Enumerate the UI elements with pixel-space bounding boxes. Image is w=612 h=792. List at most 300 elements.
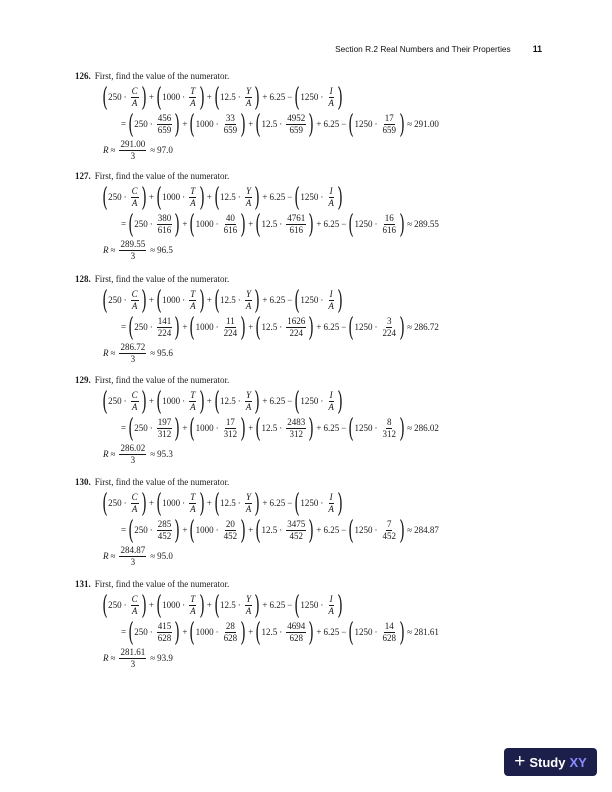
var-t: T [190,86,196,96]
const-1250: 1250 [300,600,319,610]
const-12-5: 12.5 [219,600,236,610]
right-paren: ) [140,82,147,113]
dot-operator: · [279,219,283,229]
minus-operator: − [287,498,293,508]
fraction [223,418,239,439]
var-t: T [190,390,196,400]
problem-intro: First, find the value of the numerator. [94,274,230,284]
left-paren: ( [214,182,220,213]
right-paren: ) [254,488,261,519]
right-paren: ) [308,312,315,343]
right-paren: ) [399,312,405,343]
problem-intro: First, find the value of the numerator. [94,477,230,487]
fraction [327,391,335,412]
var-a: A [245,198,252,208]
value-i: 7 [386,519,392,529]
const-1000: 1000 [195,119,214,129]
value-a: 616 [157,225,172,235]
fraction [286,622,306,643]
fraction [119,240,146,261]
var-r: R [103,244,109,255]
approx-operator: ≈ [150,652,156,663]
right-paren: ) [198,590,205,621]
right-paren: ) [174,109,181,140]
value-y: 2483 [287,417,306,427]
const-6-25: 6.25 [323,322,340,332]
left-paren: ( [128,617,134,648]
value-a: 659 [157,125,172,135]
fraction [131,87,139,108]
substitution-line [119,314,545,341]
left-paren: ( [348,312,355,343]
fraction [119,140,146,161]
plus-icon: + [514,750,526,772]
value-a: 659 [289,125,304,135]
minus-operator: − [341,219,347,229]
plus-operator: + [182,219,188,229]
const-12-5: 12.5 [261,525,278,535]
plus-operator: + [206,295,212,305]
right-paren: ) [140,182,147,213]
plus-operator: + [262,92,268,102]
right-paren: ) [174,413,181,444]
plus-operator: + [148,396,154,406]
numerator-value: 286.72 [120,341,146,352]
problem-number: 128. [75,274,91,284]
var-y: Y [245,289,251,299]
result-line [103,442,545,466]
dot-operator: · [215,525,219,535]
right-paren: ) [399,209,405,240]
plus-operator: + [248,322,254,332]
minus-operator: − [287,92,293,102]
fraction [189,493,197,514]
right-paren: ) [240,413,246,444]
var-a: A [131,301,138,311]
fraction [223,317,239,338]
var-a: A [131,606,138,616]
plus-operator: + [206,600,212,610]
plus-operator: + [316,423,322,433]
const-1250: 1250 [354,219,373,229]
const-12-5: 12.5 [261,627,278,637]
value-a: 312 [223,429,238,439]
var-i: I [329,492,333,502]
plus-operator: + [248,525,254,535]
var-i: I [329,594,333,604]
const-1000: 1000 [195,627,214,637]
right-paren: ) [308,617,315,648]
left-paren: ( [294,285,301,316]
dot-operator: · [215,423,219,433]
fraction [223,622,239,643]
dot-operator: · [237,600,241,610]
value-i: 16 [384,213,394,223]
var-a: A [245,98,252,108]
right-paren: ) [140,488,147,519]
numerator-result: 286.02 [414,423,439,433]
const-1000: 1000 [162,295,181,305]
value-a: 224 [157,328,172,338]
dot-operator: · [182,396,186,406]
approx-operator: ≈ [407,119,413,129]
var-a: A [328,98,334,108]
fraction [131,493,139,514]
left-paren: ( [294,590,301,621]
const-1250: 1250 [300,295,319,305]
approx-operator: ≈ [150,347,156,358]
var-y: Y [245,594,251,604]
plus-operator: + [248,627,254,637]
left-paren: ( [348,515,355,546]
value-c: 415 [157,621,172,631]
right-paren: ) [174,312,181,343]
dot-operator: · [279,423,283,433]
problem-block [75,374,545,466]
approx-operator: ≈ [150,244,156,255]
var-c: C [131,186,138,196]
problem-number: 131. [75,579,91,589]
approx-operator: ≈ [407,423,413,433]
var-r: R [103,652,109,663]
const-6-25: 6.25 [269,192,286,202]
formula-line [102,84,545,111]
const-1250: 1250 [354,525,373,535]
const-250: 250 [108,396,122,406]
dot-operator: · [149,423,153,433]
substitution-line [119,619,545,646]
plus-operator: + [182,322,188,332]
dot-operator: · [123,192,127,202]
denominator-3: 3 [130,556,136,567]
var-a: A [245,301,252,311]
dot-operator: · [149,627,153,637]
left-paren: ( [348,209,355,240]
problem-intro: First, find the value of the numerator. [94,171,230,181]
left-paren: ( [128,413,134,444]
fraction [119,343,146,364]
problem-block [75,476,545,568]
numerator-value: 291.00 [120,138,146,149]
value-y: 4761 [287,213,306,223]
problem-block [75,70,545,162]
formula-line [102,388,545,415]
const-250: 250 [134,423,148,433]
plus-operator: + [262,498,268,508]
var-y: Y [245,86,251,96]
approx-operator: ≈ [407,219,413,229]
dot-operator: · [237,498,241,508]
fraction [157,214,173,235]
formula-line [102,184,545,211]
substitution-line [119,211,545,238]
value-a: 616 [289,225,304,235]
problem-intro: First, find the value of the numerator. [94,71,230,81]
left-paren: ( [128,109,134,140]
value-a: 616 [223,225,238,235]
numerator-result: 291.00 [414,119,439,129]
fraction [327,595,335,616]
var-a: A [190,198,196,208]
plus-operator: + [182,525,188,535]
value-t: 28 [225,621,235,631]
var-a: A [190,301,196,311]
var-r: R [103,144,109,155]
fraction [381,214,397,235]
minus-operator: − [287,600,293,610]
const-1250: 1250 [354,423,373,433]
dot-operator: · [123,295,127,305]
plus-operator: + [316,219,322,229]
const-1250: 1250 [354,322,373,332]
fraction [157,114,173,135]
right-paren: ) [337,488,343,519]
dot-operator: · [182,192,186,202]
const-6-25: 6.25 [269,498,286,508]
var-a: A [131,198,138,208]
left-paren: ( [348,109,355,140]
problem-title [75,374,545,386]
fraction [189,87,197,108]
const-1250: 1250 [354,627,373,637]
numerator-value: 284.87 [120,544,146,555]
left-paren: ( [128,312,134,343]
value-a: 452 [223,531,238,541]
value-a: 628 [157,633,172,643]
right-paren: ) [254,182,261,213]
left-paren: ( [189,209,196,240]
approx-operator: ≈ [110,144,116,155]
var-y: Y [245,390,251,400]
const-1000: 1000 [195,525,214,535]
substitution-line [119,415,545,442]
r-result: 95.0 [157,550,173,561]
dot-operator: · [123,600,127,610]
dot-operator: · [279,119,283,129]
value-a: 452 [382,531,396,541]
fraction [381,520,397,541]
const-250: 250 [134,322,148,332]
approx-operator: ≈ [150,144,156,155]
plus-operator: + [148,92,154,102]
value-t: 40 [225,213,235,223]
var-t: T [190,289,196,299]
var-c: C [131,86,138,96]
right-paren: ) [399,413,405,444]
numerator-result: 289.55 [414,219,439,229]
var-i: I [329,289,333,299]
var-a: A [328,504,334,514]
var-a: A [328,402,334,412]
plus-operator: + [262,192,268,202]
right-paren: ) [240,109,246,140]
right-paren: ) [308,515,315,546]
dot-operator: · [149,322,153,332]
fraction [189,290,197,311]
var-t: T [190,594,196,604]
plus-operator: + [206,92,212,102]
right-paren: ) [254,386,261,417]
plus-operator: + [182,423,188,433]
denominator-3: 3 [130,250,136,261]
approx-operator: ≈ [150,448,156,459]
left-paren: ( [255,312,262,343]
dot-operator: · [123,92,127,102]
dot-operator: · [215,219,219,229]
fraction [381,622,397,643]
right-paren: ) [240,312,246,343]
dot-operator: · [374,627,378,637]
dot-operator: · [149,119,153,129]
fraction [381,418,397,439]
dot-operator: · [374,423,378,433]
result-line [103,646,545,670]
denominator-3: 3 [130,353,136,364]
right-paren: ) [198,82,205,113]
fraction [327,87,335,108]
dot-operator: · [123,396,127,406]
plus-operator: + [248,219,254,229]
substitution-line [119,517,545,544]
const-250: 250 [108,192,122,202]
value-c: 197 [157,417,172,427]
fraction [327,187,335,208]
minus-operator: − [341,423,347,433]
right-paren: ) [240,617,246,648]
logo-text-xy: XY [569,754,587,770]
const-12-5: 12.5 [261,219,278,229]
equals-operator: = [121,219,127,229]
plus-operator: + [316,322,322,332]
value-y: 3475 [287,519,306,529]
left-paren: ( [348,617,355,648]
left-paren: ( [102,182,108,213]
right-paren: ) [399,109,405,140]
plus-operator: + [316,627,322,637]
denominator-3: 3 [130,658,136,669]
dot-operator: · [320,396,324,406]
left-paren: ( [189,617,196,648]
approx-operator: ≈ [110,347,116,358]
minus-operator: − [287,396,293,406]
const-1000: 1000 [162,396,181,406]
right-paren: ) [140,590,147,621]
value-y: 1626 [287,316,306,326]
plus-operator: + [148,192,154,202]
approx-operator: ≈ [150,550,156,561]
substitution-line [119,111,545,138]
right-paren: ) [240,515,246,546]
dot-operator: · [182,295,186,305]
value-a: 224 [382,328,396,338]
fraction [245,493,253,514]
var-c: C [131,492,138,502]
plus-operator: + [148,295,154,305]
problem-number: 130. [75,477,91,487]
plus-operator: + [316,119,322,129]
var-t: T [190,492,196,502]
fraction [157,418,173,439]
value-a: 628 [382,633,396,643]
right-paren: ) [174,617,181,648]
const-6-25: 6.25 [269,295,286,305]
fraction [189,187,197,208]
left-paren: ( [214,386,220,417]
var-c: C [131,594,138,604]
value-a: 312 [289,429,304,439]
dot-operator: · [374,525,378,535]
numerator-result: 281.61 [414,627,439,637]
right-paren: ) [337,82,343,113]
var-i: I [329,390,333,400]
dot-operator: · [279,525,283,535]
left-paren: ( [214,285,220,316]
left-paren: ( [255,617,262,648]
fraction [131,391,139,412]
left-paren: ( [156,285,162,316]
left-paren: ( [294,82,301,113]
const-1000: 1000 [162,498,181,508]
problem-block [75,170,545,262]
var-r: R [103,550,109,561]
dot-operator: · [215,627,219,637]
fraction [223,520,239,541]
approx-operator: ≈ [407,322,413,332]
r-result: 95.3 [157,448,173,459]
approx-operator: ≈ [110,244,116,255]
result-line [103,238,545,262]
var-y: Y [245,492,251,502]
dot-operator: · [182,498,186,508]
const-6-25: 6.25 [323,119,340,129]
value-c: 285 [157,519,172,529]
r-result: 97.0 [157,144,173,155]
approx-operator: ≈ [110,652,116,663]
section-title: Section R.2 Real Numbers and Their Properties [335,44,511,54]
value-c: 141 [157,316,172,326]
var-a: A [328,301,334,311]
left-paren: ( [128,515,134,546]
denominator-3: 3 [130,454,136,465]
right-paren: ) [399,617,405,648]
var-t: T [190,186,196,196]
const-250: 250 [134,219,148,229]
problem-number: 126. [75,71,91,81]
dot-operator: · [279,627,283,637]
right-paren: ) [337,285,343,316]
plus-operator: + [262,396,268,406]
right-paren: ) [254,285,261,316]
fraction [119,444,146,465]
const-1250: 1250 [300,92,319,102]
formula-line [102,490,545,517]
equals-operator: = [121,423,127,433]
studyxy-logo[interactable] [504,748,597,776]
const-12-5: 12.5 [261,322,278,332]
fraction [245,391,253,412]
left-paren: ( [294,386,301,417]
dot-operator: · [182,92,186,102]
const-250: 250 [134,525,148,535]
value-y: 4952 [287,113,306,123]
approx-operator: ≈ [407,627,413,637]
dot-operator: · [279,322,283,332]
plus-operator: + [262,600,268,610]
left-paren: ( [348,413,355,444]
left-paren: ( [102,590,108,621]
fraction [131,187,139,208]
dot-operator: · [237,92,241,102]
